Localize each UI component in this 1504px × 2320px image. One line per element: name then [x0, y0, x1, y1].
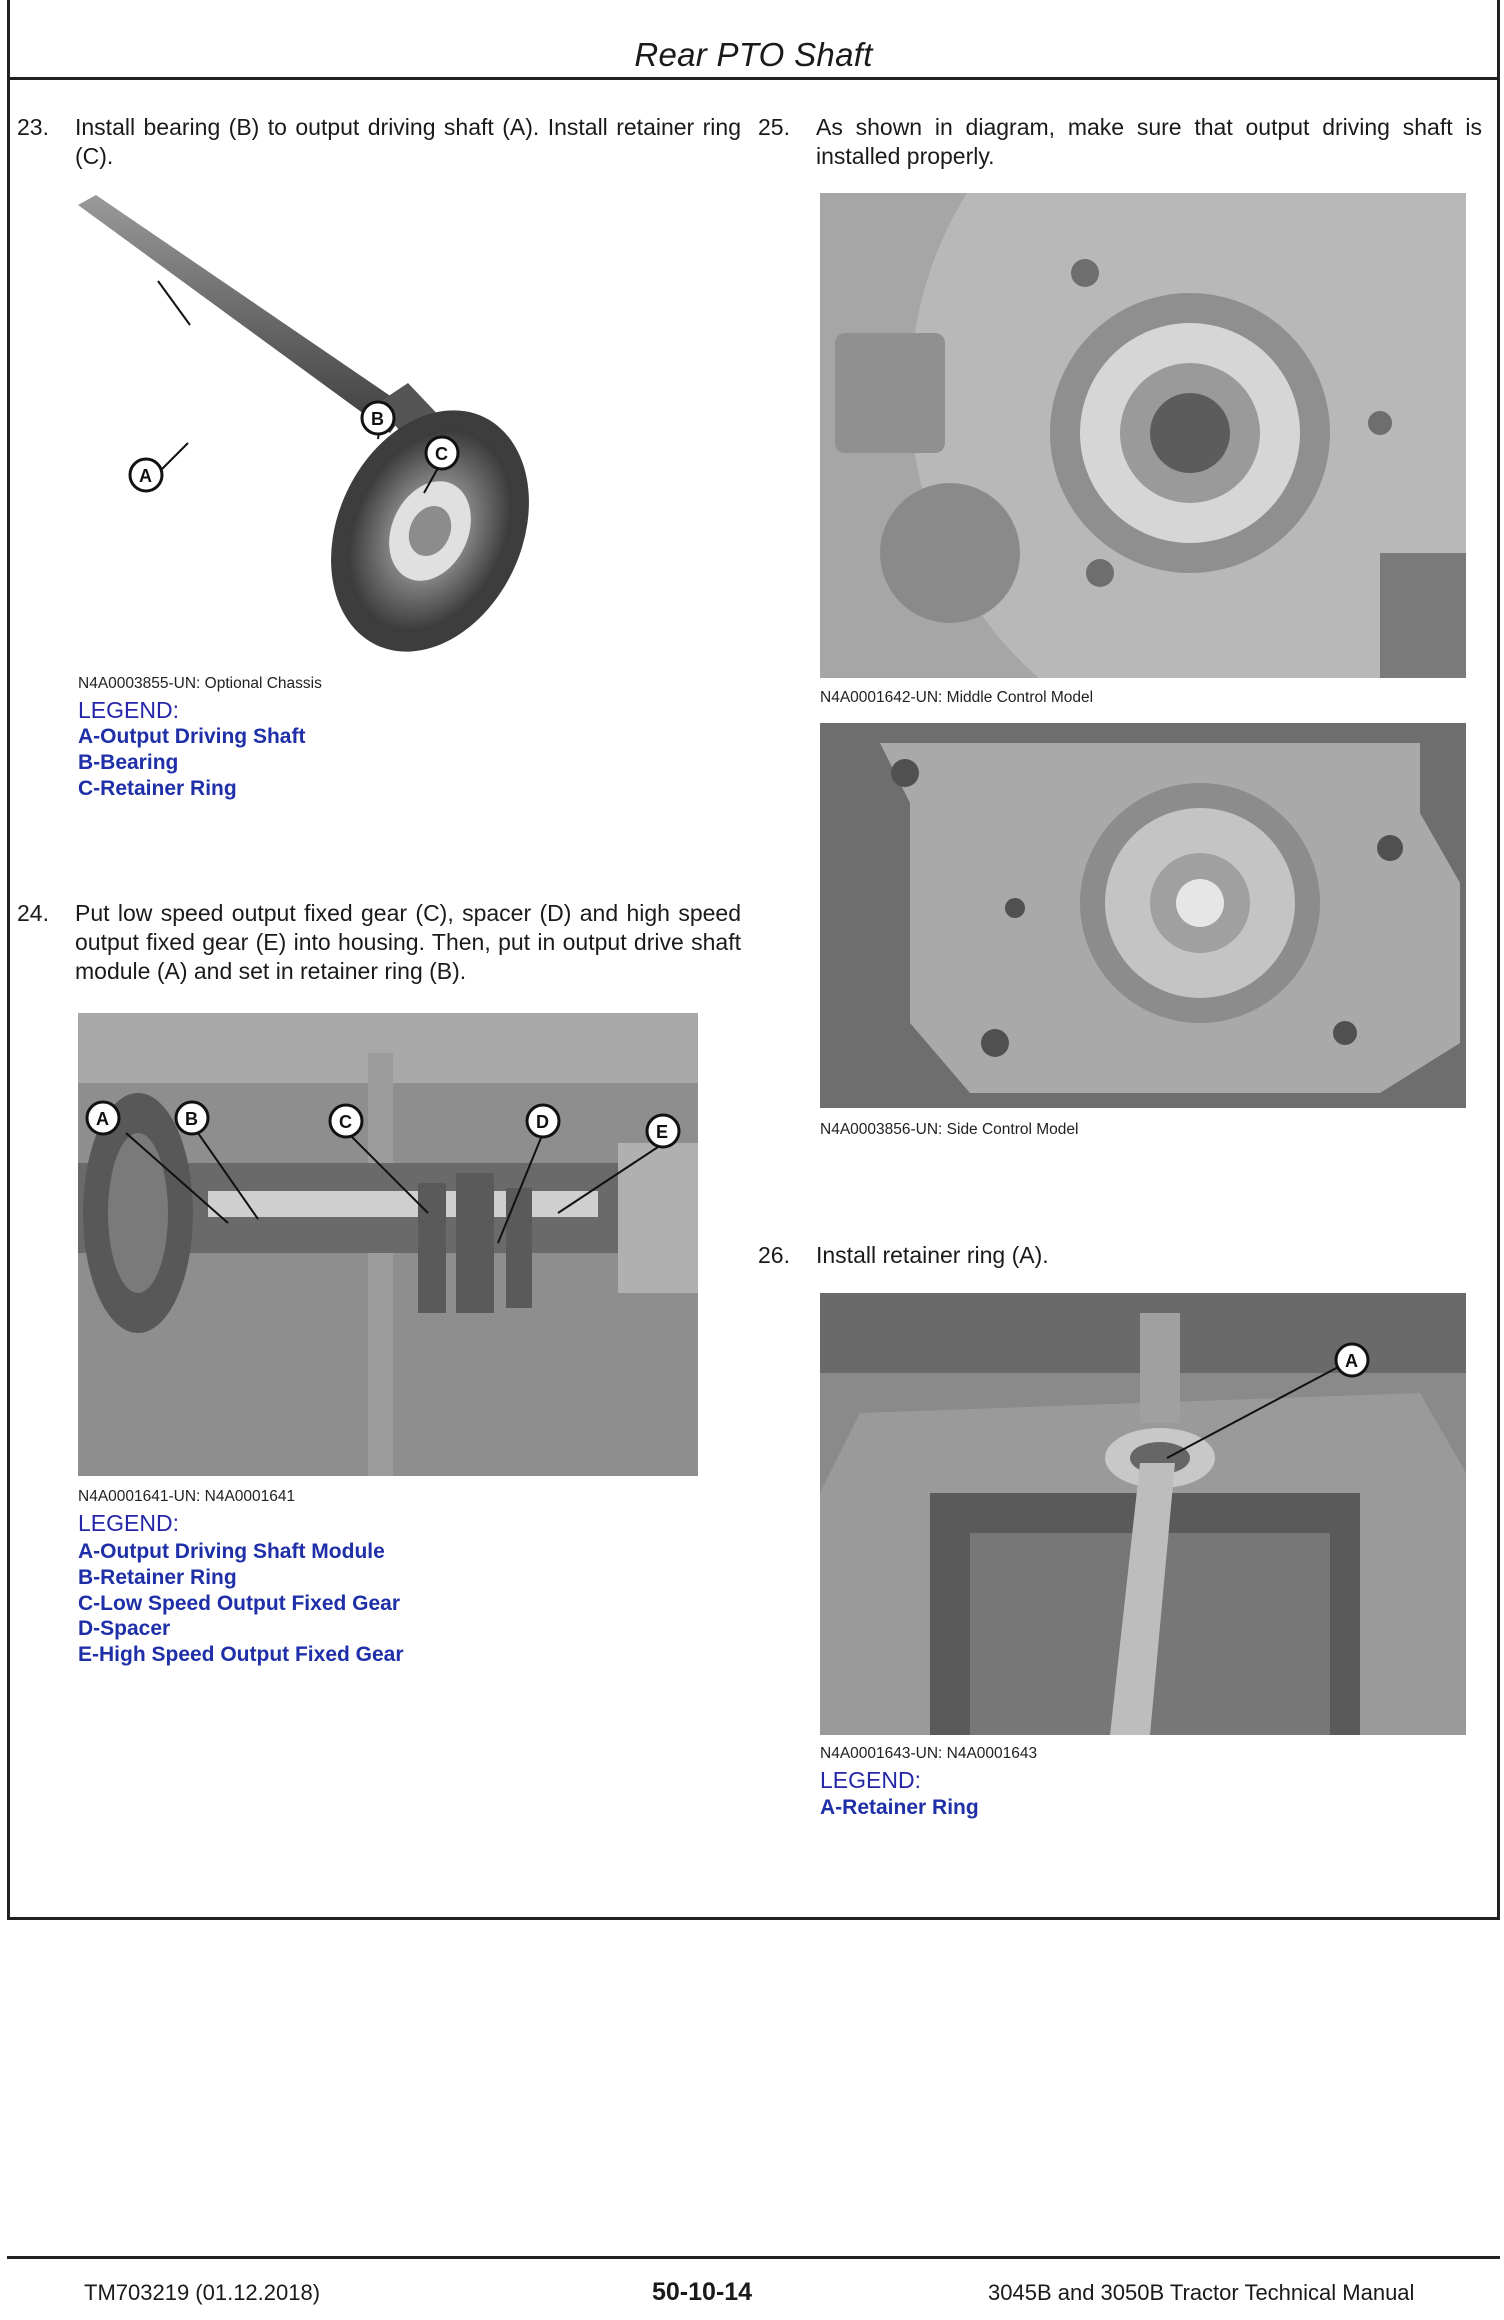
- footer-page-number: 50-10-14: [652, 2278, 753, 2306]
- figure-retainer-ring: [820, 1293, 1466, 1735]
- legend-item: B-Bearing: [78, 751, 179, 774]
- figure-caption: N4A0003855-UN: Optional Chassis: [78, 675, 322, 692]
- callout-b: [362, 402, 394, 434]
- retainer-ring-photo: [820, 1293, 1466, 1735]
- step-number: 24.: [17, 900, 49, 926]
- callout-e: [647, 1115, 679, 1147]
- figure-output-shaft-bearing: [78, 193, 724, 663]
- callout-d: [527, 1105, 559, 1137]
- footer-divider: [7, 2256, 1500, 2259]
- side-control-photo: [820, 723, 1466, 1108]
- legend-title: LEGEND:: [78, 697, 179, 723]
- callout-c: [426, 437, 458, 469]
- figure-caption: N4A0001643-UN: N4A0001643: [820, 1745, 1038, 1762]
- legend-item: A-Retainer Ring: [820, 1796, 979, 1819]
- figure-caption: N4A0003856-UN: Side Control Model: [820, 1121, 1079, 1138]
- svg-text:A: A: [1345, 1351, 1358, 1371]
- svg-text:D: D: [536, 1112, 549, 1132]
- legend-item: C-Retainer Ring: [78, 777, 237, 800]
- legend-title: LEGEND:: [820, 1767, 921, 1793]
- svg-text:A: A: [96, 1109, 109, 1129]
- svg-text:C: C: [339, 1112, 352, 1132]
- figure-gear-housing: [78, 1013, 698, 1476]
- callout-c: [330, 1105, 362, 1137]
- shaft-illustration: [78, 193, 724, 663]
- svg-text:E: E: [656, 1122, 669, 1142]
- svg-text:B: B: [371, 409, 384, 429]
- step-number: 25.: [758, 114, 790, 140]
- svg-text:A: A: [139, 466, 152, 486]
- middle-control-photo: [820, 193, 1466, 678]
- figure-side-control: [820, 723, 1466, 1108]
- callout-b: [176, 1102, 208, 1134]
- callout-a: [1336, 1344, 1368, 1376]
- callout-a: [130, 459, 162, 491]
- step-text: Put low speed output fixed gear (C), spacer (D) and high speed output fixed gear (E) into housing. Then, put in output drive shaft module (A) and set in retainer ring (B).: [75, 900, 741, 984]
- figure-caption: N4A0001641-UN: N4A0001641: [78, 1488, 296, 1505]
- figure-middle-control: [820, 193, 1466, 678]
- legend-item: A-Output Driving Shaft Module: [78, 1540, 385, 1563]
- legend-title: LEGEND:: [78, 1510, 179, 1536]
- step-number: 26.: [758, 1242, 790, 1268]
- figure-caption: N4A0001642-UN: Middle Control Model: [820, 689, 1094, 706]
- legend-item: C-Low Speed Output Fixed Gear: [78, 1592, 401, 1615]
- step-number: 23.: [17, 114, 49, 140]
- svg-text:B: B: [185, 1109, 198, 1129]
- step-text: Install bearing (B) to output driving shaft (A). Install retainer ring (C).: [75, 114, 741, 169]
- footer-manual-title: 3045B and 3050B Tractor Technical Manual: [988, 2280, 1415, 2305]
- legend-item: E-High Speed Output Fixed Gear: [78, 1643, 404, 1666]
- step-text: As shown in diagram, make sure that output driving shaft is installed properly.: [816, 114, 1482, 169]
- page-title: Rear PTO Shaft: [634, 36, 873, 73]
- gear-housing-photo: [78, 1013, 698, 1476]
- step-text: Install retainer ring (A).: [816, 1242, 1049, 1268]
- callout-a: [87, 1102, 119, 1134]
- legend-item: D-Spacer: [78, 1617, 171, 1640]
- legend-item: A-Output Driving Shaft: [78, 725, 306, 748]
- footer-document-id: TM703219 (01.12.2018): [84, 2280, 321, 2305]
- legend-item: B-Retainer Ring: [78, 1566, 237, 1589]
- svg-text:C: C: [435, 444, 448, 464]
